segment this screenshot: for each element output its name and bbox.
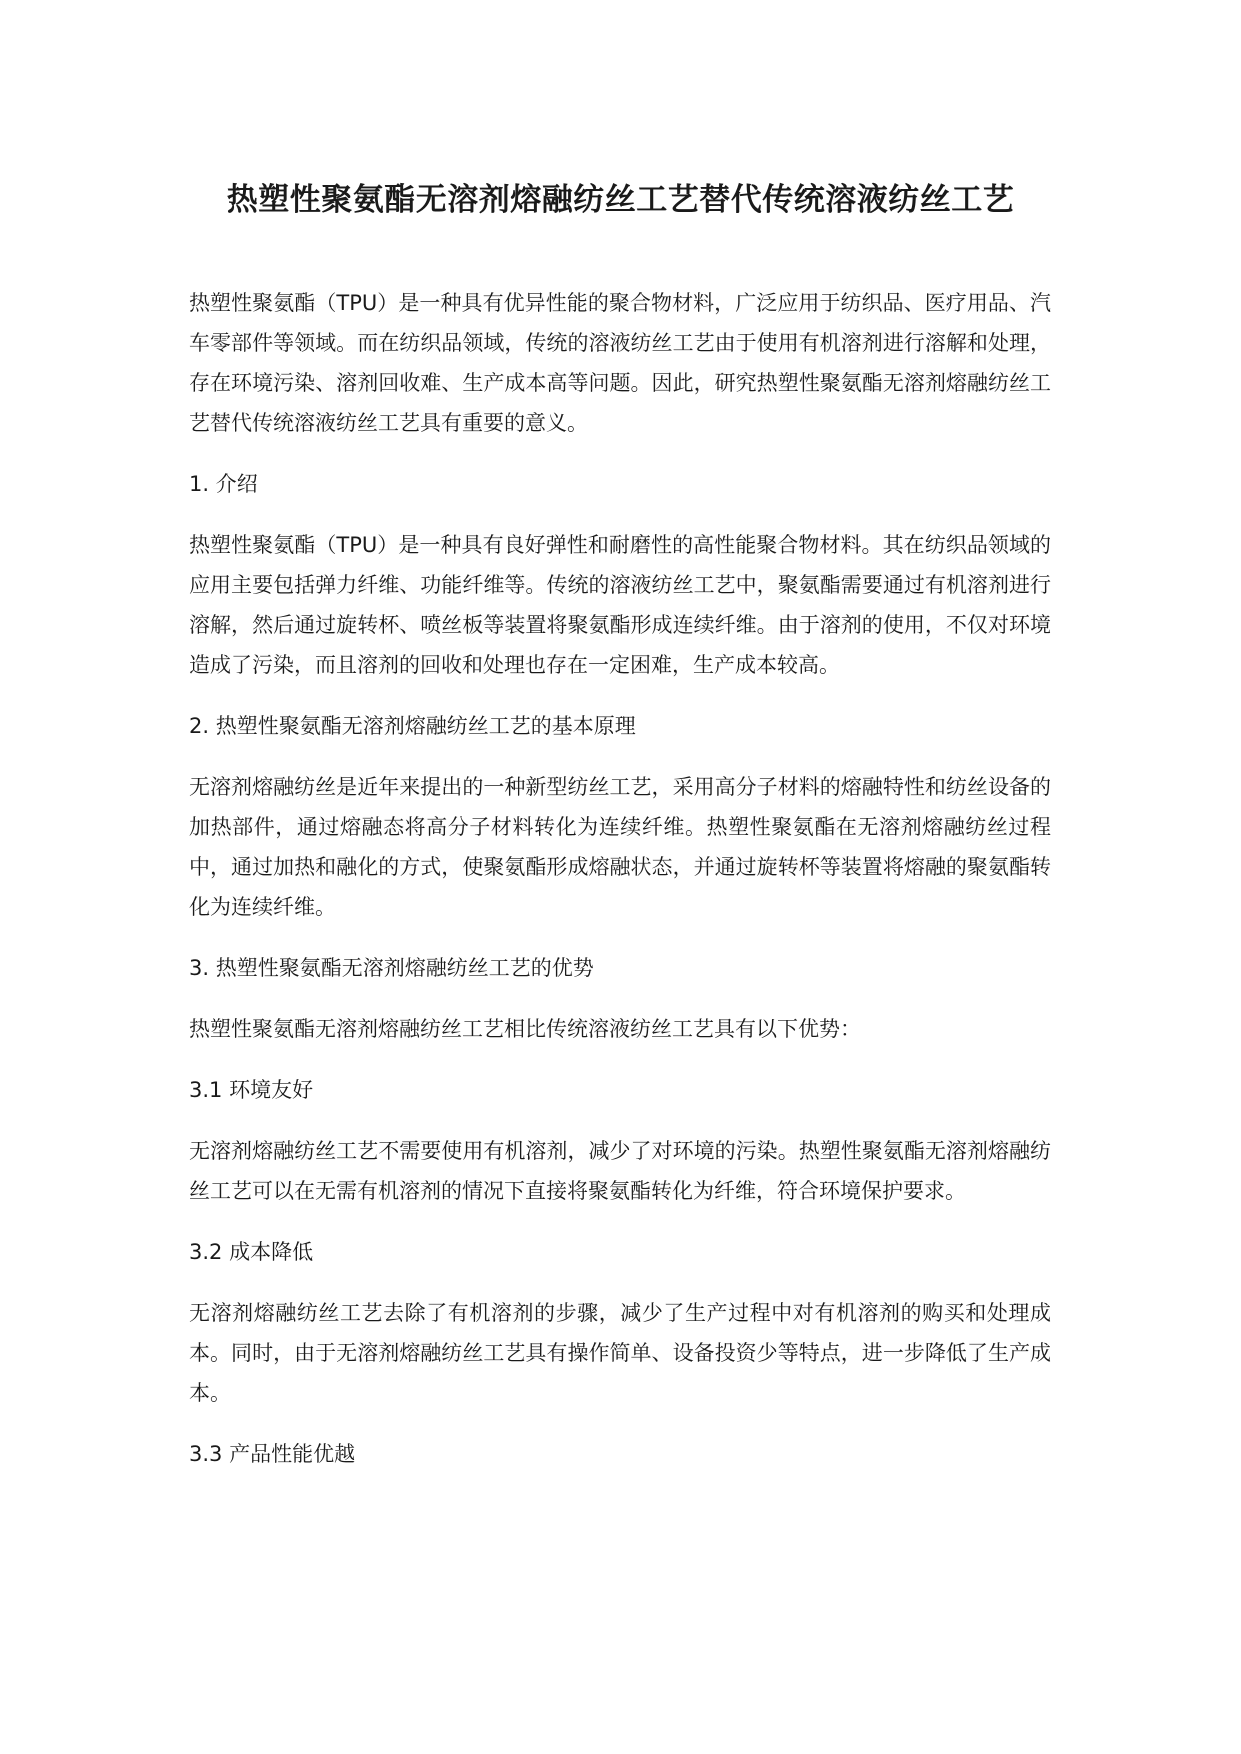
intro-paragraph: 热塑性聚氨酯（TPU）是一种具有优异性能的聚合物材料，广泛应用于纺织品、医疗用品、汽车零部件等领域。而在纺织品领域，传统的溶液纺丝工艺由于使用有机溶剂进行溶解和处理，存在环境污染、溶剂回收难、生产成本高等问题。因此，研究热塑性聚氨酯无溶剂熔融纺丝工艺替代传统溶液纺丝工艺具有重要的意义。: [189, 291, 1051, 435]
section-1-paragraph: 热塑性聚氨酯（TPU）是一种具有良好弹性和耐磨性的高性能聚合物材料。其在纺织品领域的应用主要包括弹力纤维、功能纤维等。传统的溶液纺丝工艺中，聚氨酯需要通过有机溶剂进行溶解，然后通过旋转杯、喷丝板等装置将聚氨酯形成连续纤维。由于溶剂的使用，不仅对环境造成了污染，而且溶剂的回收和处理也存在一定困难，生产成本较高。: [189, 533, 1051, 677]
document-body: [189, 283, 1051, 1495]
section-heading-1: 1. 介绍: [189, 472, 258, 496]
section-3-paragraph: 热塑性聚氨酯无溶剂熔融纺丝工艺相比传统溶液纺丝工艺具有以下优势：: [189, 1017, 861, 1041]
section-heading-3-2: 3.2 成本降低: [189, 1240, 314, 1264]
section-heading-3-3: 3.3 产品性能优越: [189, 1442, 356, 1466]
section-3-1-paragraph: 无溶剂熔融纺丝工艺不需要使用有机溶剂，减少了对环境的污染。热塑性聚氨酯无溶剂熔融纺丝工艺可以在无需有机溶剂的情况下直接将聚氨酯转化为纤维，符合环境保护要求。: [189, 1139, 1051, 1203]
document-title: 热塑性聚氨酯无溶剂熔融纺丝工艺替代传统溶液纺丝工艺: [226, 182, 1015, 218]
section-heading-2: 2. 热塑性聚氨酯无溶剂熔融纺丝工艺的基本原理: [189, 714, 636, 738]
section-heading-3: 3. 热塑性聚氨酯无溶剂熔融纺丝工艺的优势: [189, 956, 594, 980]
section-heading-3-1: 3.1 环境友好: [189, 1078, 314, 1102]
section-3-2-paragraph: 无溶剂熔融纺丝工艺去除了有机溶剂的步骤，减少了生产过程中对有机溶剂的购买和处理成本。同时，由于无溶剂熔融纺丝工艺具有操作简单、设备投资少等特点，进一步降低了生产成本。: [189, 1301, 1051, 1405]
section-2-paragraph: 无溶剂熔融纺丝是近年来提出的一种新型纺丝工艺，采用高分子材料的熔融特性和纺丝设备的加热部件，通过熔融态将高分子材料转化为连续纤维。热塑性聚氨酯在无溶剂熔融纺丝过程中，通过加热和融化的方式，使聚氨酯形成熔融状态，并通过旋转杯等装置将熔融的聚氨酯转化为连续纤维。: [189, 775, 1051, 919]
